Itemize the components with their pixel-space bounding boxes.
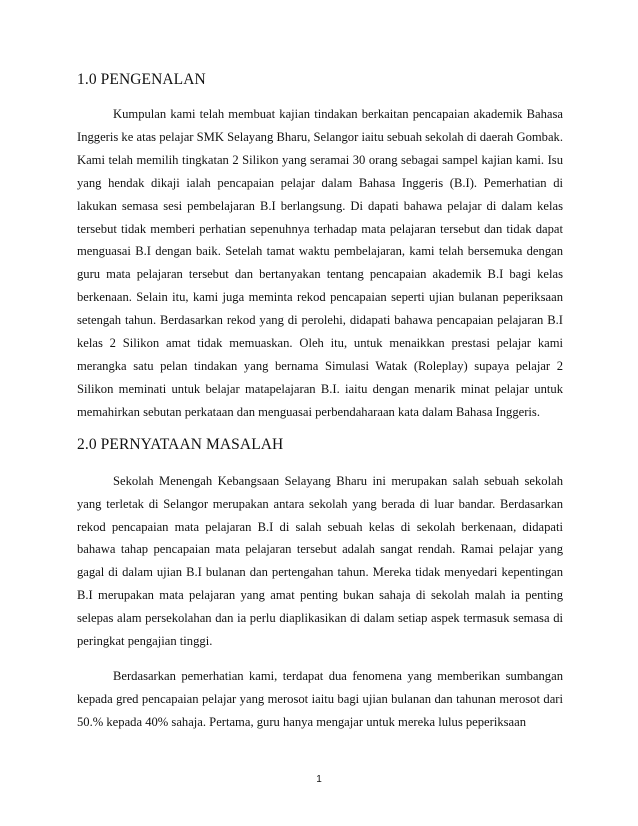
section-heading-pernyataan-masalah: 2.0 PERNYATAAN MASALAH bbox=[77, 435, 284, 453]
page-body bbox=[77, 71, 563, 734]
paragraph: Kumpulan kami telah membuat kajian tindakan berkaitan pencapaian akademik Bahasa Inggeris ke atas pelajar SMK Selayang Bharu, Selangor iaitu sebuah sekolah di daerah Gombak. Kami telah memilih tingkatan 2 Silikon yang seramai 30 orang sebagai sampel kajian kami. Isu yang hendak dikaji ialah pencapaian pelajar dalam Bahasa Inggeris (B.I). Pemerhatian di lakukan semasa sesi pembelajaran B.I berlangsung. Di dapati bahawa pelajar di dalam kelas tersebut tidak memberi perhatian sepenuhnya terhadap mata pelajaran tersebut dan tidak dapat menguasai B.I dengan baik. Setelah tamat waktu pembelajaran, kami telah bersemuka dengan guru mata pelajaran tersebut dan bertanyakan tentang pencapaian akademik B.I bagi kelas berkenaan. Selain itu, kami juga meminta rekod pencapaian seperti ujian bulanan peperiksaan setengah tahun. Berdasarkan rekod yang di perolehi, didapati bahawa pencapaian pelajaran B.I kelas 2 Silikon amat tidak memuaskan. Oleh itu, untuk menaikkan prestasi pelajar kami merangka satu pelan tindakan yang bernama Simulasi Watak (Roleplay) supaya pelajar 2 Silikon meminati untuk belajar matapelajaran B.I. iaitu dengan menarik minat pelajar untuk memahirkan sebutan perkataan dan menguasai perbendaharaan kata dalam Bahasa Inggeris. bbox=[77, 107, 563, 419]
paragraph: Berdasarkan pemerhatian kami, terdapat dua fenomena yang memberikan sumbangan kepada gred pencapaian pelajar yang merosot iaitu bagi ujian bulanan dan tahunan merosot dari 50.% kepada 40% sahaja. Pertama, guru hanya mengajar untuk mereka lulus peperiksaan bbox=[77, 668, 563, 729]
page-number: 1 bbox=[316, 774, 322, 785]
section-heading-pengenalan: 1.0 PENGENALAN bbox=[77, 71, 206, 88]
paragraph: Sekolah Menengah Kebangsaan Selayang Bharu ini merupakan salah sebuah sekolah yang terletak di Selangor merupakan antara sekolah yang berada di luar bandar. Berdasarkan rekod pencapaian mata pelajaran B.I di salah sebuah kelas di sekolah berkenaan, didapati bahawa tahap pencapaian mata pelajaran tersebut adalah sangat rendah. Ramai pelajar yang gagal di dalam ujian B.I bulanan dan pertengahan tahun. Mereka tidak menyedari kepentingan B.I merupakan mata pelajaran yang amat penting bukan sahaja di sekolah malah ia penting selepas alam persekolahan dan ia perlu diaplikasikan di dalam setiap aspek termasuk semasa di peringkat pengajian tinggi. bbox=[77, 473, 563, 649]
